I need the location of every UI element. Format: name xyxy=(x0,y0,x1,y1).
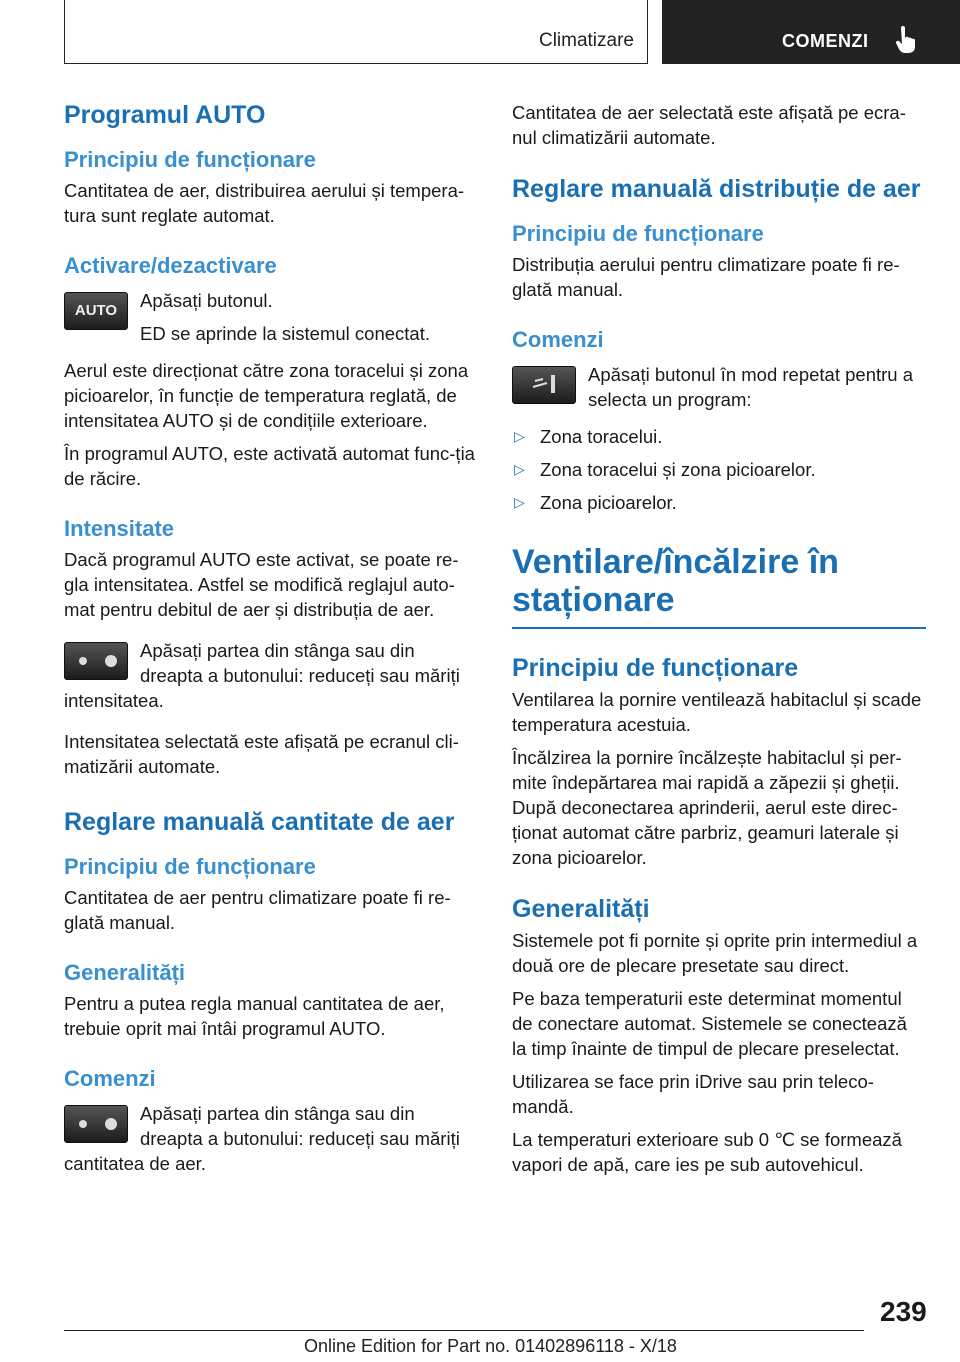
text-qty-button: Apăsați partea din stânga sau din dreapta a butonului: reduceți sau măriți cantitatea de aer. xyxy=(64,1103,460,1174)
fan-button-image-2 xyxy=(64,1105,128,1143)
subheading-controls: Comenzi xyxy=(64,1066,156,1091)
text-cooling: În programul AUTO, este activată automat func‐ția de răcire. xyxy=(64,443,475,489)
seat-airflow-icon xyxy=(513,367,575,403)
text-air-direction: Aerul este direcționat către zona toracelui și zona picioarelor, în funcție de temperatura reglată, de intensitatea AUTO și de condițiile exterioare. xyxy=(64,360,469,431)
fan-button-row-2 xyxy=(64,1101,478,1176)
text-auto-principle: Cantitatea de aer, distribuirea aerului și tempera‐tura sunt reglate automat. xyxy=(64,180,465,226)
text-intensity: Dacă programul AUTO este activat, se poate re‐gla intensitatea. Astfel se modifică reglajul auto‐mat pentru debitul de aer și distribuția de aer. xyxy=(64,549,459,620)
subheading-vent-principle: Principiu de funcționare xyxy=(512,654,799,682)
text-general-3: Utilizarea se face prin iDrive sau prin teleco‐mandă. xyxy=(512,1071,874,1117)
edition-text: Online Edition for Part no. 01402896118 - X/18 xyxy=(304,1336,677,1356)
text-heating: Încălzirea la pornire încălzește habitaclul și per‐mite îndepărtarea mai rapidă a zăpezii și gheții. După deconectarea aprinderii, aerul este direc‐ționat automat către parbriz, geamuri laterale și zona picioarelor. xyxy=(512,747,902,868)
header-tab-comenzi[interactable] xyxy=(662,0,960,64)
triangle-bullet-icon: ▷ xyxy=(514,461,525,477)
auto-button-row xyxy=(64,288,478,346)
text-general: Pentru a putea regla manual cantitatea de aer, trebuie oprit mai întâi programul AUTO. xyxy=(64,993,445,1039)
fan-icon xyxy=(65,643,127,679)
text-press-button: Apăsați butonul. xyxy=(140,290,273,311)
subheading-qty-principle: Principiu de funcționare xyxy=(64,854,316,879)
text-dist-button: Apăsați butonul în mod repetat pentru a selecta un program: xyxy=(588,364,913,410)
subheading-dist-controls: Comenzi xyxy=(512,327,604,352)
subheading-principle: Principiu de funcționare xyxy=(64,147,316,172)
heading-parking-ventilation: Ventilare/încălzire în staționare xyxy=(512,543,839,619)
list-item-text: Zona toracelui. xyxy=(540,426,663,447)
page-number: 239 xyxy=(880,1296,927,1327)
text-general-1: Sistemele pot fi pornite și oprite prin intermediul a două ore de plecare presetate sau direct. xyxy=(512,930,918,976)
subheading-vent-general: Generalități xyxy=(512,895,650,923)
text-general-4: La temperaturi exterioare sub 0 ℃ se formează vapori de apă, care ies pe sub autovehicul. xyxy=(512,1129,902,1175)
fan-icon xyxy=(65,1106,127,1142)
heading-manual-distribution: Reglare manuală distribuție de aer xyxy=(512,175,921,203)
header-tab-label: COMENZI xyxy=(782,31,869,51)
text-general-2: Pe baza temperaturii este determinat momentul de conectare automat. Sistemele se conectează la timp înainte de timpul de plecare preselectat. xyxy=(512,988,907,1059)
auto-button-image xyxy=(64,292,128,330)
right-column xyxy=(512,100,926,1177)
text-ventilation: Ventilarea la pornire ventilează habitaclul și scade temperatura acestuia. xyxy=(512,689,922,735)
list-item-text: Zona picioarelor. xyxy=(540,492,677,513)
distribution-button-row xyxy=(512,362,926,412)
distribution-list xyxy=(512,424,926,515)
list-item xyxy=(512,424,926,449)
heading-manual-air-quantity: Reglare manuală cantitate de aer xyxy=(64,808,455,836)
list-item xyxy=(512,490,926,515)
subheading-general: Generalități xyxy=(64,960,186,985)
text-dist-principle: Distribuția aerului pentru climatizare poate fi re‐glată manual. xyxy=(512,254,900,300)
hand-pointer-icon xyxy=(895,26,921,54)
text-led: ED se aprinde la sistemul conectat. xyxy=(140,323,430,344)
auto-button-label: AUTO xyxy=(74,302,118,319)
text-qty-principle: Cantitatea de aer pentru climatizare poate fi re‐glată manual. xyxy=(64,887,451,933)
heading-rule xyxy=(512,627,926,629)
text-intensity-display: Intensitatea selectată este afișată pe ecranul cli‐matizării automate. xyxy=(64,731,459,777)
subheading-intensity: Intensitate xyxy=(64,516,175,541)
distribution-button-image xyxy=(512,366,576,404)
text-qty-display: Cantitatea de aer selectată este afișată pe ecra‐nul climatizării automate. xyxy=(512,102,906,148)
footer-rule xyxy=(64,1330,864,1331)
triangle-bullet-icon: ▷ xyxy=(514,494,525,510)
list-item xyxy=(512,457,926,482)
text-intensity-button: Apăsați partea din stânga sau din dreapta a butonului: reduceți sau măriți intensitatea. xyxy=(64,640,460,711)
header-section-title: Climatizare xyxy=(538,30,634,51)
subheading-activation: Activare/dezactivare xyxy=(64,253,277,278)
left-column xyxy=(64,100,478,1176)
fan-button-image xyxy=(64,642,128,680)
subheading-dist-principle: Principiu de funcționare xyxy=(512,221,764,246)
triangle-bullet-icon: ▷ xyxy=(514,428,525,444)
list-item-text: Zona toracelui și zona picioarelor. xyxy=(540,459,816,480)
heading-auto-program: Programul AUTO xyxy=(64,101,266,129)
fan-button-row xyxy=(64,638,478,713)
